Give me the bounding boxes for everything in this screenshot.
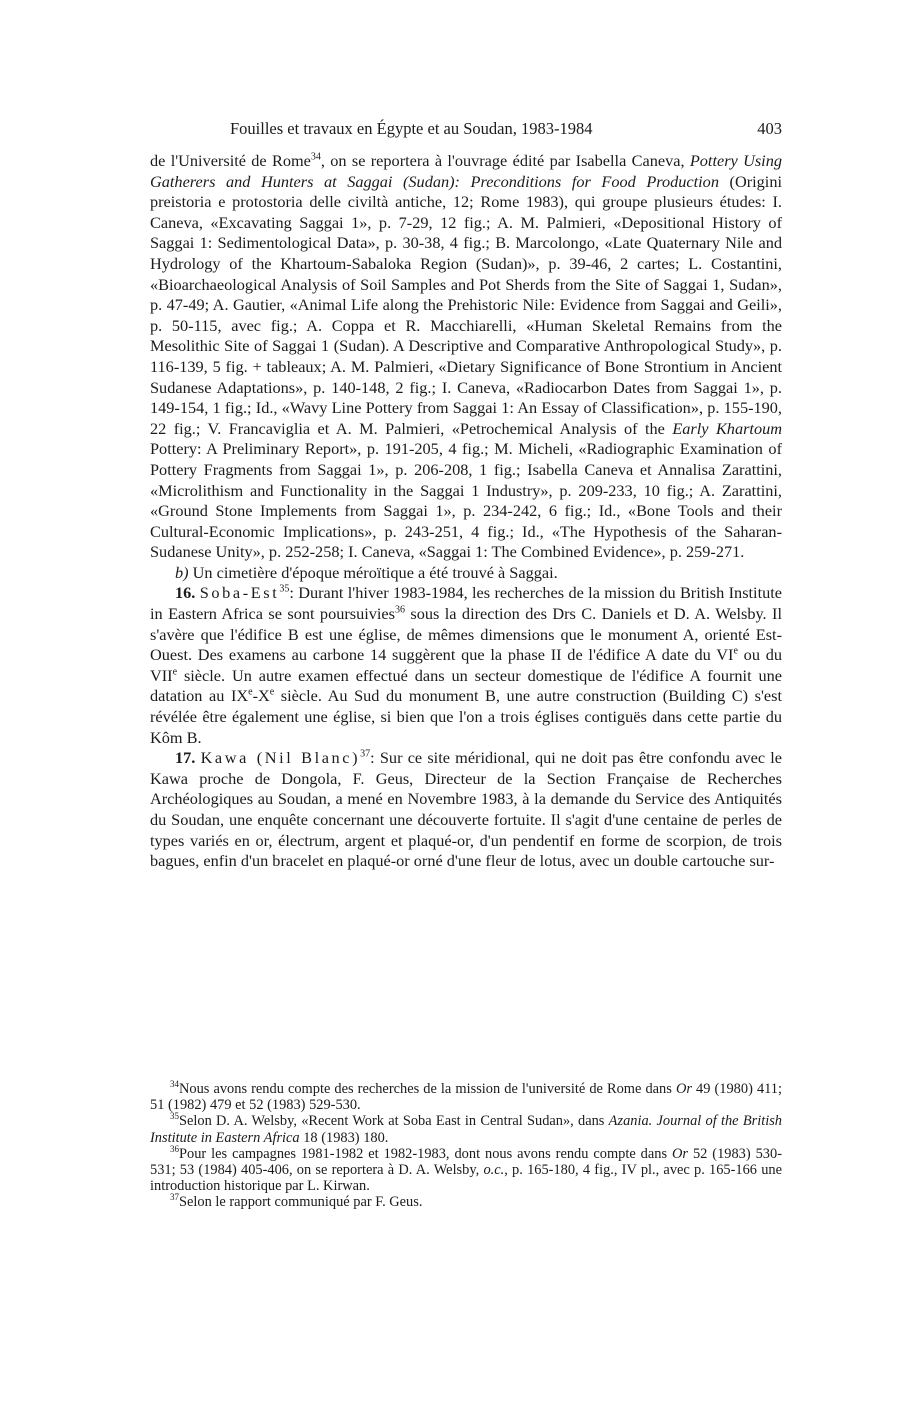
text-run: sous la direction des Drs C. Daniels et D. A. Welsby. Il s'avère que l'édifice B est une église, de mêmes dimensions que le monument A, orienté Est-Ouest. Des examens au carbone 14 suggèrent que la phase II de l'édifice A date du VI bbox=[150, 604, 782, 665]
opere-citato: o.c. bbox=[483, 1162, 505, 1179]
text-run: (Origini preistoria e protostoria delle civiltà antiche, 12; Rome 1983), qui groupe plusieurs études: I. Caneva, «Excavating Saggai 1», p. 7-29, 12 fig.; A. M. Palmieri, «Depositional History of Saggai 1: Sedimentological Data», p. 30-38, 4 fig.; B. Marcolongo, «Late Quaternary Nile and Hydrology of the Khartoum-Sabaloka Region (Sudan)», p. 39-46, 2 cartes; L. Costantini, «Bioarchaeological Analysis of Soil Samples and Pot Sherds from the Site of Saggai 1, Sudan», p. 47-49; A. Gautier, «Animal Life along the Prehistoric Nile: Evidence from Saggai and Geili», p. 50-115, avec fig.; A. Coppa et R. Macchiarelli, «Human Skeletal Remains from the Mesolithic Site of Saggai 1 (Sudan). A Descriptive and Comparative Anthropological Study», p. 116-139, 5 fig. + tableaux; A. M. Palmieri, «Dietary Significance of Bone Strontium in Ancient Sudanese Adaptations», p. 140-148, 2 fig.; I. Caneva, «Radiocarbon Dates from Saggai 1», p. 149-154, 1 fig.; Id., «Wavy Line Pottery from Saggai 1: An Essay of Classification», p. 155-190, 22 fig.; V. Francaviglia et A. M. Palmieri, «Petrochemical Analysis of the bbox=[150, 171, 782, 438]
book-title: Pottery Using Gatherers and Hunters at Saggai (Sudan): Preconditions for Food Production bbox=[150, 151, 782, 191]
paragraph-soba-east bbox=[150, 583, 782, 748]
running-header bbox=[150, 118, 782, 140]
italic-term: Early Khartoum bbox=[672, 418, 782, 438]
site-name: Soba-Est bbox=[199, 583, 280, 603]
running-title: Fouilles et travaux en Égypte et au Soudan, 1983-1984 bbox=[230, 119, 593, 138]
footnote-ref-34: 34 bbox=[310, 151, 321, 163]
text-run: siècle. Au Sud du monument B, une autre construction (Building C) s'est révélée être également une église, si bien que l'on a trois églises contiguës dans cette partie du Kôm B. bbox=[150, 686, 782, 747]
footnote-number: 37 bbox=[170, 1192, 179, 1203]
footnote-number: 36 bbox=[170, 1144, 179, 1155]
superscript: e bbox=[248, 687, 253, 699]
superscript: e bbox=[269, 687, 275, 699]
text-run: Selon le rapport communiqué par F. Geus. bbox=[179, 1194, 423, 1211]
footnote-number: 35 bbox=[170, 1111, 179, 1122]
paragraph-saggai-bibliography bbox=[150, 151, 782, 563]
text-run: Un cimetière d'époque méroïtique a été trouvé à Saggai. bbox=[188, 562, 558, 582]
superscript: e bbox=[172, 666, 178, 678]
paragraph-kawa bbox=[150, 748, 782, 872]
footnote-35 bbox=[150, 1113, 782, 1145]
footnote-ref-37: 37 bbox=[360, 748, 371, 760]
footnote-36 bbox=[150, 1146, 782, 1195]
text-run: Pour les campagnes 1981-1982 et 1982-1983, dont nous avons rendu compte dans bbox=[179, 1145, 673, 1162]
paragraph-saggai-cemetery bbox=[150, 563, 782, 584]
section-number: 17. bbox=[175, 748, 196, 768]
text-run: Selon D. A. Welsby, «Recent Work at Soba East in Central Sudan», dans bbox=[179, 1113, 609, 1130]
text-run: 49 (1980) 411; 51 (1982) 479 et 52 (1983) 529-530. bbox=[150, 1081, 782, 1114]
text-run: Pottery: A Preliminary Report», p. 191-205, 4 fig.; M. Micheli, «Radiographic Examination of Pottery Fragments from Saggai 1», p. 206-208, 1 fig.; Isabella Caneva et Annalisa Zarattini, «Microlithism and Functionality in the Saggai 1 Industry», p. 209-233, 10 fig.; A. Zarattini, «Ground Stone Implements from Saggai 1», p. 234-242, 6 fig.; Id., «Bone Tools and their Cultural-Economic Implications», p. 243-251, 4 fig.; Id., «The Hypothesis of the Saharan-Sudanese Unity», p. 252-258; I. Caneva, «Saggai 1: The Combined Evidence», p. 259-271. bbox=[150, 439, 782, 562]
text-run: : Durant l'hiver 1983-1984, les recherches de la mission du British Institute in Eastern Africa se sont poursuivies bbox=[150, 583, 782, 624]
text-run: , p. 165-180, 4 fig., IV pl., avec p. 165-166 une introduction historique par L. Kirwan. bbox=[150, 1162, 782, 1195]
footnote-ref-35: 35 bbox=[279, 584, 290, 596]
text-run: 52 (1983) 530-531; 53 (1984) 405-406, on se reportera à D. A. Welsby, bbox=[150, 1145, 782, 1179]
text-run: Nous avons rendu compte des recherches de la mission de l'université de Rome dans bbox=[179, 1081, 676, 1097]
page-number: 403 bbox=[757, 119, 782, 138]
journal-title: Azania. Journal of the British Institute in Eastern Africa bbox=[150, 1113, 782, 1146]
text-run: 18 (1983) 180. bbox=[299, 1129, 389, 1146]
footnote-number: 34 bbox=[170, 1079, 179, 1090]
footnote-34 bbox=[150, 1081, 782, 1113]
text-run: -X bbox=[252, 686, 270, 706]
item-label: b) bbox=[175, 562, 189, 582]
text-run: ou du VII bbox=[150, 645, 782, 685]
footnote-37 bbox=[150, 1194, 782, 1210]
footnote-ref-36: 36 bbox=[395, 604, 405, 616]
body-text bbox=[150, 151, 782, 872]
journal-abbrev: Or bbox=[675, 1081, 692, 1097]
section-number: 16. bbox=[175, 583, 196, 603]
journal-abbrev: Or bbox=[672, 1145, 689, 1162]
text-run: siècle. Un autre examen effectué dans un secteur domestique de l'édifice A fournit une datation au IX bbox=[150, 665, 782, 706]
footnotes bbox=[150, 1081, 782, 1211]
superscript: e bbox=[733, 645, 738, 657]
site-name: Kawa (Nil Blanc) bbox=[200, 748, 361, 768]
text-run: : Sur ce site méridional, qui ne doit pas être confondu avec le Kawa proche de Dongola, F. Geus, Directeur de la Section Française de Recherches Archéologiques au Soudan, a mené en Novembre 1983, à la demande du Service des Antiquités du Soudan, une enquête concernant une découverte fortuite. Il s'agit d'une centaine de perles de types variés en or, électrum, argent et plaqué-or, d'un pendentif en forme de scorpion, de trois bagues, enfin d'un bracelet en plaqué-or orné d'une fleur de lotus, avec un double cartouche sur- bbox=[150, 748, 782, 871]
text-run: , on se reportera à l'ouvrage édité par Isabella Caneva, bbox=[320, 151, 690, 170]
text-run: de l'Université de Rome bbox=[150, 151, 311, 170]
